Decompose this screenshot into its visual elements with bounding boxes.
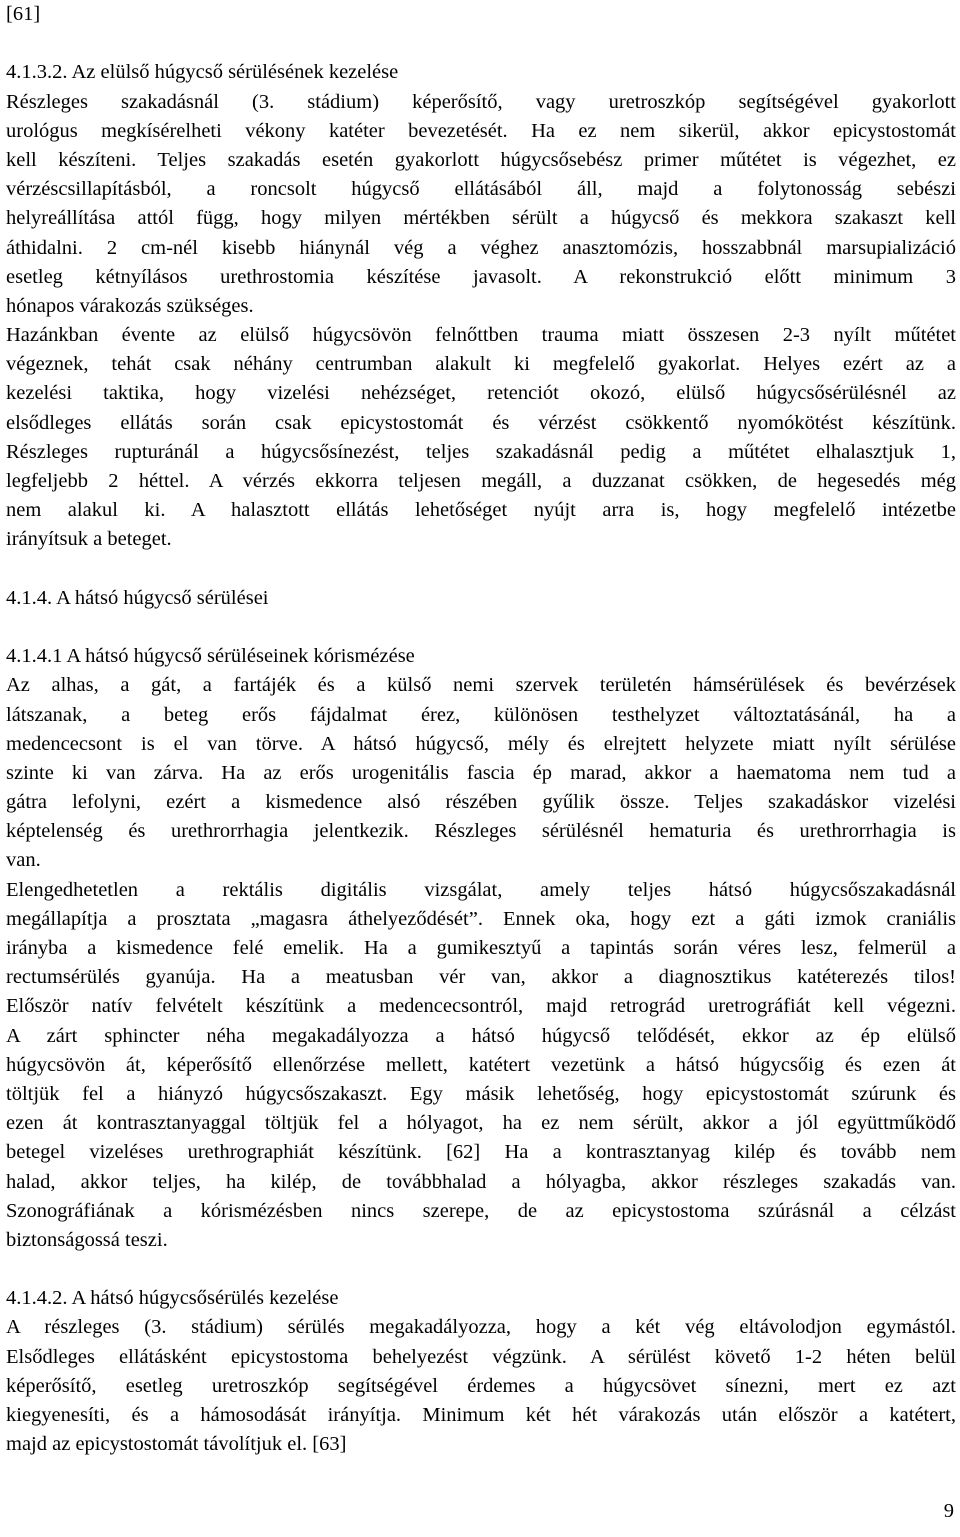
paragraph-4-1-4-1-b xyxy=(6,876,956,1255)
reference-61: [61] xyxy=(6,3,41,25)
text-line: van. xyxy=(6,849,41,872)
heading-4-1-3-2: 4.1.3.2. Az elülső húgycső sérülésének kezelése xyxy=(6,61,399,84)
text-line: betegel vizeléses urethrographiát készítünk. [62] Ha a kontrasztanyag kilép és tovább nem xyxy=(6,1141,956,1164)
text-line: Elsődleges ellátásként epicystostoma behelyezést végzünk. A sérülést követő 1-2 héten belül xyxy=(6,1345,956,1368)
text-line: hónapos várakozás szükséges. xyxy=(6,294,254,317)
spacer xyxy=(6,613,956,642)
text-line: ezen át kontrasztanyaggal töltjük fel a hólyagot, ha ez nem sérült, akkor a jól együttműködő xyxy=(6,1112,956,1135)
text-line: kiegyenesíti, és a hámosodását irányítja. Minimum két hét várakozás után először a katétert, xyxy=(6,1404,956,1426)
spacer xyxy=(6,29,956,58)
text-line: legfeljebb 2 héttel. A vérzés ekkorra teljesen megáll, a duzzanat csökken, de hegesedés még xyxy=(6,470,956,492)
heading-4-1-4-2: 4.1.4.2. A hátsó húgycsősérülés kezelése xyxy=(6,1287,339,1310)
text-line: áthidalni. 2 cm-nél kisebb hiánynál vég a véghez anasztomózis, hosszabbnál marsupializáció xyxy=(6,236,956,259)
text-line: medencecsont is el van törve. A hátsó húgycső, mély és elrejtett helyzete miatt nyílt sérülése xyxy=(6,732,956,755)
heading-4-1-4: 4.1.4. A hátsó húgycső sérülései xyxy=(6,586,269,609)
text-line: A zárt sphincter néha megakadályozza a hátsó húgycső telődését, ekkor az ép elülső xyxy=(6,1024,956,1047)
text-line: elsődleges ellátás során csak epicystostomát és vérzést csökkentő nyomókötést készítünk. xyxy=(6,411,956,434)
spacer xyxy=(6,1255,956,1284)
text-line: húgycsövön át, képerősítő ellenőrzése mellett, katétert vezetünk a hátsó húgycsőig és ezen át xyxy=(6,1053,956,1076)
text-line: irányítsuk a beteget. xyxy=(6,528,172,551)
text-line: helyreállítása attól függ, hogy milyen mértékben sérült a húgycső és mekkora szakaszt kell xyxy=(6,207,956,230)
text-line: képtelenség és urethrorrhagia jelentkezik. Részleges sérülésnél hematuria és urethrorrhagia is xyxy=(6,820,956,843)
text-line: képerősítő, esetleg uretroszkóp segítségével érdemes a húgycsövet sínezni, mert ez azt xyxy=(6,1374,956,1397)
text-line: végeznek, tehát csak néhány centrumban alakult ki megfelelő gyakorlat. Helyes ezért az a xyxy=(6,353,956,376)
heading-4-1-4-1: 4.1.4.1 A hátsó húgycső sérüléseinek kórismézése xyxy=(6,645,415,668)
document-page xyxy=(6,0,956,1459)
text-line: biztonságossá teszi. xyxy=(6,1228,168,1251)
text-line: urológus megkísérelheti vékony katéter bevezetését. Ha ez nem sikerül, akkor epicystostomát xyxy=(6,119,956,142)
text-line: Először natív felvételt készítünk a medencecsontról, majd retrográd uretrográfiát kell végezni. xyxy=(6,995,956,1018)
text-line: látszanak, a beteg erős fájdalmat érez, különösen testhelyzet változtatásánál, ha a xyxy=(6,703,956,726)
text-line: szinte ki van zárva. Ha az erős urogenitális fascia ép marad, akkor a haematoma nem tud a xyxy=(6,761,956,784)
text-line: töltjük fel a hiányzó húgycsőszakaszt. Egy másik lehetőség, hogy epicystostomát szúrunk és xyxy=(6,1082,956,1105)
text-line: kell készíteni. Teljes szakadás esetén gyakorlott húgycsősebész primer műtétet is végezhet, ez xyxy=(6,148,956,171)
paragraph-4-1-4-1-a xyxy=(6,671,956,875)
text-line: irányba a kismedence felé emelik. Ha a gumikesztyű a tapintás során véres lesz, felmerül a xyxy=(6,937,956,959)
text-line: nem alakul ki. A halasztott ellátás lehetőséget nyújt arra is, hogy megfelelő intézetbe xyxy=(6,499,956,522)
text-line: rectumsérülés gyanúja. Ha a meatusban vér van, akkor a diagnosztikus katéterezés tilos! xyxy=(6,966,956,989)
paragraph-4-1-3-2-b xyxy=(6,321,956,555)
text-line: halad, akkor teljes, ha kilép, de továbbhalad a hólyagba, akkor részleges szakadás van. xyxy=(6,1170,956,1193)
text-line: Az alhas, a gát, a fartájék és a külső nemi szervek területén hámsérülések és bevérzések xyxy=(6,674,956,697)
spacer xyxy=(6,555,956,584)
paragraph-4-1-4-2 xyxy=(6,1313,956,1459)
text-line: vérzéscsillapításból, a roncsolt húgycső ellátásából áll, majd a folytonosság sebészi xyxy=(6,178,956,201)
text-line: gátra lefolyni, ezért a kismedence alsó részében gyűlik össze. Teljes szakadáskor vizelési xyxy=(6,791,956,814)
text-line: Részleges szakadásnál (3. stádium) képerősítő, vagy uretroszkóp segítségével gyakorlott xyxy=(6,90,956,113)
text-line: A részleges (3. stádium) sérülés megakadályozza, hogy a két vég eltávolodjon egymástól. xyxy=(6,1316,956,1339)
paragraph-4-1-3-2-a xyxy=(6,88,956,322)
page-number: 9 xyxy=(943,1500,954,1522)
text-line: megállapítja a prosztata „magasra áthelyeződését”. Ennek oka, hogy ezt a gáti izmok craniális xyxy=(6,907,956,930)
text-line: Elengedhetetlen a rektális digitális vizsgálat, amely teljes hátsó húgycsőszakadásnál xyxy=(6,878,956,901)
text-line: Részleges rupturánál a húgycsősínezést, teljes szakadásnál pedig a műtétet elhalasztjuk 1, xyxy=(6,440,956,463)
text-line: kezelési taktika, hogy vizelési nehézséget, retenciót okozó, elülső húgycsősérülésnél az xyxy=(6,382,956,405)
text-line: Hazánkban évente az elülső húgycsövön felnőttben trauma miatt összesen 2-3 nyílt műtétet xyxy=(6,324,956,347)
text-line: esetleg kétnyílásos urethrostomia készítése javasolt. A rekonstrukció előtt minimum 3 xyxy=(6,265,956,288)
text-line: Szonográfiának a kórismézésben nincs szerepe, de az epicystostoma szúrásnál a célzást xyxy=(6,1199,956,1222)
text-line: majd az epicystostomát távolítjuk el. [63] xyxy=(6,1433,347,1456)
